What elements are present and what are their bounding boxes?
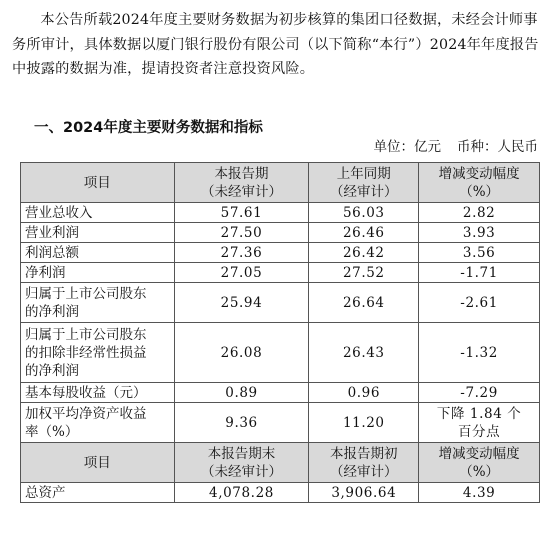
table-cell: 4,078.28 (174, 483, 309, 503)
row-label: 利润总额 (21, 243, 175, 263)
table-row (21, 323, 540, 383)
column-header: 本报告期末 （未经审计） (174, 443, 309, 483)
intro-paragraph: 本公告所载2024年度主要财务数据为初步核算的集团口径数据，未经会计师事务所审计，具体数据以厦门银行股份有限公司（以下简称“本行”）2024年年度报告中披露的数据为准，提请投资者注意投资风险。 (12, 12, 539, 78)
table-cell: 下降 1.84 个 百分点 (419, 403, 540, 443)
table-cell: 27.05 (174, 263, 309, 283)
table-row (21, 283, 540, 323)
table-cell: -2.61 (419, 283, 540, 323)
table-cell: 11.20 (309, 403, 419, 443)
table-row (21, 203, 540, 223)
table-cell: -1.32 (419, 323, 540, 383)
unit-line (358, 135, 539, 155)
column-header: 本报告期 （未经审计） (174, 163, 309, 203)
table-cell: 26.64 (309, 283, 419, 323)
table-header-row (21, 163, 540, 203)
table-row (21, 263, 540, 283)
column-header: 项目 (21, 163, 175, 203)
column-header: 项目 (21, 443, 175, 483)
table-cell: 0.96 (309, 383, 419, 403)
table-cell: 27.36 (174, 243, 309, 263)
table-cell: 26.42 (309, 243, 419, 263)
table-cell: 4.39 (419, 483, 540, 503)
row-label: 营业利润 (21, 223, 175, 243)
table-cell: 26.08 (174, 323, 309, 383)
table-row (21, 383, 540, 403)
table-cell: -7.29 (419, 383, 540, 403)
table-row (21, 223, 540, 243)
table-cell: 27.52 (309, 263, 419, 283)
table-cell: 25.94 (174, 283, 309, 323)
section-title: 一、2024年度主要财务数据和指标 (34, 120, 263, 136)
table-cell: 3.56 (419, 243, 540, 263)
table-cell: 3,906.64 (309, 483, 419, 503)
column-header: 增减变动幅度 （%） (419, 443, 540, 483)
table-cell: 2.82 (419, 203, 540, 223)
table-cell: 26.43 (309, 323, 419, 383)
table-cell: 57.61 (174, 203, 309, 223)
table-cell: 27.50 (174, 223, 309, 243)
row-label: 归属于上市公司股东 的净利润 (21, 283, 175, 323)
table-row (21, 243, 540, 263)
table-header-row (21, 443, 540, 483)
table-cell: 3.93 (419, 223, 540, 243)
table-cell: 0.89 (174, 383, 309, 403)
row-label: 总资产 (21, 483, 175, 503)
table-cell: 56.03 (309, 203, 419, 223)
row-label: 净利润 (21, 263, 175, 283)
table-cell: 9.36 (174, 403, 309, 443)
table-row (21, 403, 540, 443)
currency-label: 币种：人民币 (457, 139, 538, 155)
column-header: 增减变动幅度 （%） (419, 163, 540, 203)
row-label: 加权平均净资产收益 率（%） (21, 403, 175, 443)
row-label: 营业总收入 (21, 203, 175, 223)
table-cell: -1.71 (419, 263, 540, 283)
column-header: 上年同期 （经审计） (309, 163, 419, 203)
row-label: 归属于上市公司股东 的扣除非经常性损益 的净利润 (21, 323, 175, 383)
unit-label: 单位：亿元 (373, 139, 441, 155)
financial-table (20, 162, 540, 503)
column-header: 本报告期初 （经审计） (309, 443, 419, 483)
row-label: 基本每股收益（元） (21, 383, 175, 403)
table-row (21, 483, 540, 503)
table-cell: 26.46 (309, 223, 419, 243)
